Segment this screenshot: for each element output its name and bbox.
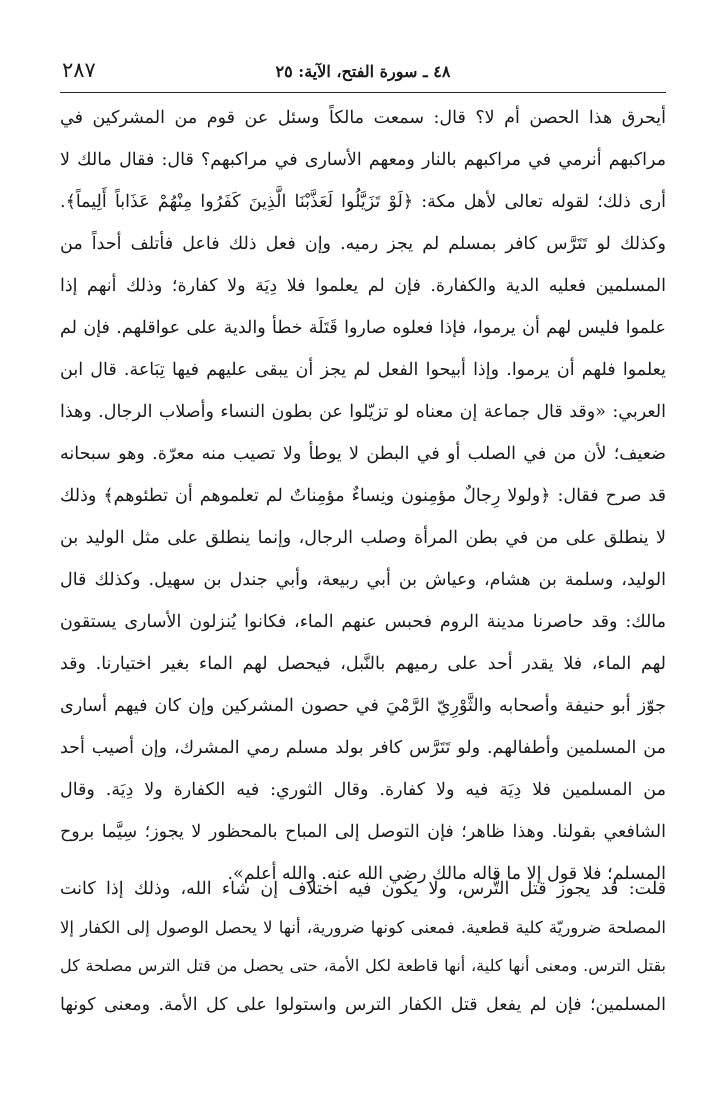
- text-line: من المسلمين وأطفالهم. ولو تَتَرَّس كافر بولد مسلم رمي المشرك، وإن أصيب أحد: [60, 738, 666, 758]
- text-line: علموا فليس لهم أن يرموا، فإذا فعلوه صاروا قَتَلَة خطأ والدية على عواقلهم. فإن لم: [60, 318, 666, 338]
- text-line: العربي: «وقد قال جماعة إن معناه لو تزيّلوا عن بطون النساء وأصلاب الرجال. وهذا: [60, 402, 666, 422]
- text-line: قلت: قد يجوز قتل التُّرس، ولا يكون فيه اختلاف إن شاء الله، وذلك إذا كانت: [60, 879, 666, 899]
- commentary-passage: [60, 870, 666, 1024]
- text-line: قد صرح فقال: ﴿ولولا رِجالٌ مؤمِنون ونِساءٌ مؤمِناتٌ لم تعلموهم أن تطئوهم﴾ وذلك: [60, 486, 666, 506]
- text-line: المسلمين؛ فإن لم يفعل قتل الكفار الترس واستولوا على كل الأمة. ومعنى كونها: [60, 994, 666, 1015]
- text-line: جوّز أبو حنيفة وأصحابه والثَّوْرِيّ الرَّمْيَ في حصون المشركين وإن كان فيهم أسارى: [60, 696, 666, 716]
- text-line: أيحرق هذا الحصن أم لا؟ قال: سمعت مالكاً وسئل عن قوم من المشركين في: [60, 108, 666, 128]
- text-line: المسلمين فعليه الدية والكفارة. فإن لم يعلموا فلا دِيَة ولا كفارة؛ وذلك أنهم إذا: [60, 276, 666, 296]
- text-line: مراكبهم أنرمي في مراكبهم بالنار ومعهم الأسارى في مراكبهم؟ قال: فقال مالك لا: [60, 150, 666, 170]
- text-line: المسلم؛ فلا قول إلا ما قاله مالك رضي الله عنه. والله أعلم».: [227, 864, 666, 884]
- text-line: الشافعي بقولنا. وهذا ظاهر؛ فإن التوصل إلى المباح بالمحظور لا يجوز؛ سِيَّما بروح: [60, 822, 666, 842]
- text-line: بقتل الترس. ومعنى أنها كلية، أنها قاطعة لكل الأمة، حتى يحصل من قتل الترس مصلحة كل: [60, 956, 666, 975]
- text-line: المصلحة ضروريّة كلية قطعية. فمعنى كونها ضرورية، أنها لا يحصل الوصول إلى الكفار إلا: [60, 917, 666, 937]
- text-line: لهم الماء، فلا يقدر أحد على رميهم بالنَّبل، فيحصل لهم الماء بغير اختيارنا. وقد: [60, 654, 666, 674]
- text-line: ضعيف؛ لأن من في الصلب أو في البطن لا يوطأ ولا تصيب منه معرّة. وهو سبحانه: [60, 444, 666, 464]
- text-line: أرى ذلك؛ لقوله تعالى لأهل مكة: ﴿لَوْ تَزَيَّلُوا لَعَذَّبْنَا الَّذِينَ كَفَرُوا مِنْهُمْ عَذَاباً أَلِيماً﴾.: [60, 192, 666, 212]
- text-line: من المسلمين فلا دِيَة فيه ولا كفارة. وقال الثوري: فيه الكفارة ولا دِيَة. وقال: [60, 780, 666, 800]
- quoted-passage: [60, 97, 666, 895]
- text-line: يعلموا فلهم أن يرموا. وإذا أبيحوا الفعل لم يجز أن يبقى عليهم فيها تِبَاعة. قال ابن: [60, 360, 666, 380]
- text-line: الوليد، وسلمة بن هشام، وعياش بن أبي ربيعة، وأبي جندل بن سهيل. وكذلك قال: [60, 570, 666, 590]
- text-line: وكذلك لو تَتَرَّس كافر بمسلم لم يجز رميه. وإن فعل ذلك فاعل فأتلف أحداً من: [60, 234, 666, 254]
- page-header: [60, 58, 666, 93]
- running-title: ٤٨ ـ سورة الفتح، الآية: ٢٥: [275, 62, 451, 81]
- page-number: ٢٨٧: [62, 58, 96, 82]
- text-line: مالك: وقد حاصرنا مدينة الروم فحبس عنهم الماء، فكانوا يُنزلون الأسارى يستقون: [60, 612, 666, 632]
- text-line: لا ينطلق على من في بطن المرأة وصلب الرجال، وإنما ينطلق على مثل الوليد بن: [60, 528, 666, 548]
